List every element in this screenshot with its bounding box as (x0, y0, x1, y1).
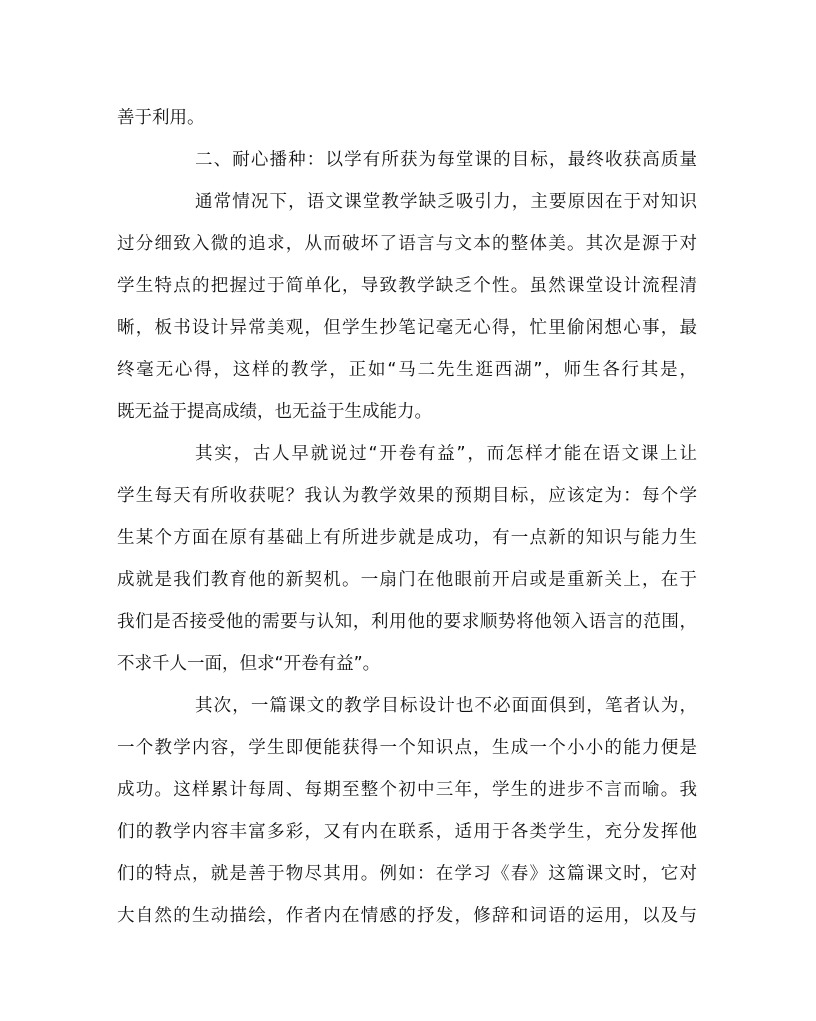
text-line: 们的特点，就是善于物尽其用。例如：在学习《春》这篇课文时，它对 (117, 864, 697, 884)
text-line: 一个教学内容，学生即便能获得一个知识点，生成一个小小的能力便是 (117, 738, 697, 758)
text-line: 成就是我们教育他的新契机。一扇门在他眼前开启或是重新关上，在于 (117, 570, 697, 590)
text-line: 既无益于提高成绩，也无益于生成能力。 (117, 402, 432, 422)
paragraph-first-line: 通常情况下，语文课堂教学缺乏吸引力，主要原因在于对知识 (195, 192, 697, 212)
text-line: 我们是否接受他的需要与认知，利用他的要求顺势将他领入语言的范围， (117, 612, 697, 632)
text-line: 过分细致入微的追求，从而破坏了语言与文本的整体美。其次是源于对 (117, 234, 697, 254)
text-line: 生某个方面在原有基础上有所进步就是成功，有一点新的知识与能力生 (117, 528, 697, 548)
text-line: 们的教学内容丰富多彩，又有内在联系，适用于各类学生，充分发挥他 (117, 822, 697, 842)
text-line: 学生特点的把握过于简单化，导致教学缺乏个性。虽然课堂设计流程清 (117, 276, 697, 296)
text-line: 学生每天有所收获呢？我认为教学效果的预期目标，应该定为：每个学 (117, 486, 697, 506)
section-heading: 二、耐心播种：以学有所获为每堂课的目标，最终收获高质量 (195, 150, 697, 170)
text-line: 晰，板书设计异常美观，但学生抄笔记毫无心得，忙里偷闲想心事，最 (117, 318, 697, 338)
paragraph-first-line: 其次，一篇课文的教学目标设计也不必面面俱到，笔者认为， (195, 696, 697, 716)
text-line: 终毫无心得，这样的教学，正如“马二先生逛西湖”，师生各行其是， (117, 360, 697, 380)
text-line: 不求千人一面，但求“开卷有益”。 (117, 654, 381, 674)
text-line: 成功。这样累计每周、每期至整个初中三年，学生的进步不言而喻。我 (117, 780, 697, 800)
text-line: 大自然的生动描绘，作者内在情感的抒发，修辞和词语的运用，以及与 (117, 906, 697, 926)
paragraph-first-line: 其实，古人早就说过“开卷有益”，而怎样才能在语文课上让 (195, 444, 697, 464)
text-line: 善于利用。 (117, 108, 205, 128)
